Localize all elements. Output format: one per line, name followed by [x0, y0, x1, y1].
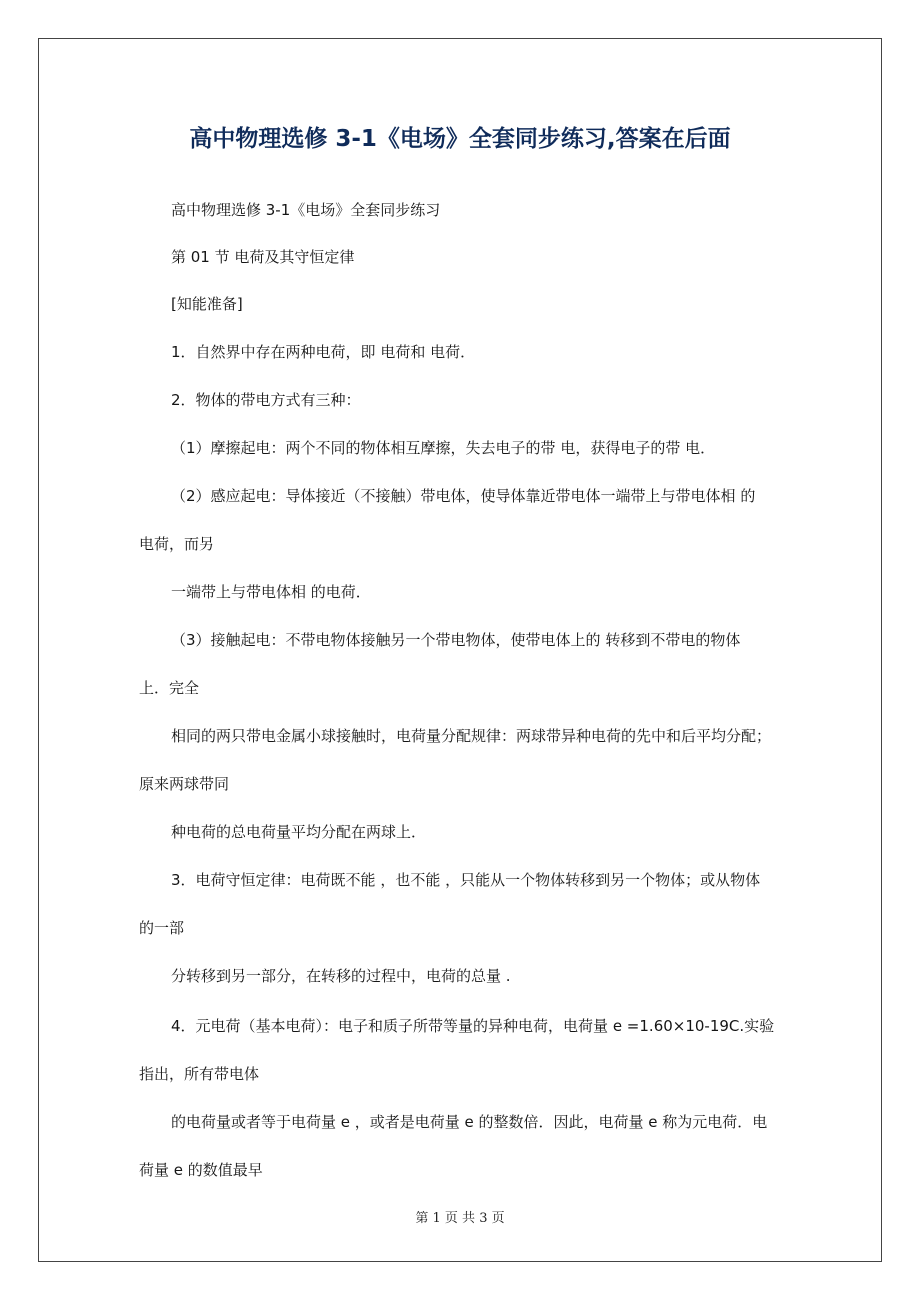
paragraph-line: 指出，所有带电体 [139, 1065, 260, 1083]
subtitle-line: 高中物理选修 3-1《电场》全套同步练习 [171, 201, 441, 219]
paragraph-line: 相同的两只带电金属小球接触时，电荷量分配规律：两球带异种电荷的先中和后平均分配； [171, 727, 772, 745]
paragraph-line: 3．电荷守恒定律：电荷既不能 ，也不能 ，只能从一个物体转移到另一个物体；或从物体 [171, 871, 761, 889]
paragraph-line: 2．物体的带电方式有三种： [171, 391, 361, 409]
paragraph-line: 的一部 [139, 919, 185, 937]
paragraph-line: 种电荷的总电荷量平均分配在两球上． [171, 823, 427, 841]
paragraph-line: 荷量 e 的数值最早 [139, 1161, 263, 1179]
document-title: 高中物理选修 3-1《电场》全套同步练习,答案在后面 [189, 126, 731, 152]
paragraph-line: 分转移到另一部分，在转移的过程中，电荷的总量 . [171, 967, 511, 985]
paragraph-line: （3）接触起电：不带电物体接触另一个带电物体，使带电体上的 转移到不带电的物体 [171, 631, 741, 649]
paragraph-line: 1．自然界中存在两种电荷，即 电荷和 电荷． [171, 343, 476, 361]
paragraph-line: 的电荷量或者等于电荷量 e ，或者是电荷量 e 的整数倍．因此，电荷量 e 称为元电荷．电 [171, 1113, 768, 1131]
paragraph-line: 原来两球带同 [139, 775, 230, 793]
section-heading: 第 01 节 电荷及其守恒定律 [171, 248, 355, 266]
paragraph-line: （2）感应起电：导体接近（不接触）带电体，使导体靠近带电体一端带上与带电体相 的 [171, 487, 756, 505]
paragraph-line: （1）摩擦起电：两个不同的物体相互摩擦，失去电子的带 电，获得电子的带 电． [171, 439, 716, 457]
paragraph-line: 一端带上与带电体相 的电荷． [171, 583, 371, 601]
paragraph-line: 4．元电荷（基本电荷）：电子和质子所带等量的异种电荷，电荷量 e =1.60×10-19C.实验 [171, 1017, 775, 1035]
paragraph-line: 电荷，而另 [139, 535, 215, 553]
page-footer: 第 1 页 共 3 页 [415, 1211, 505, 1226]
knowledge-prep-label: [知能准备] [171, 295, 243, 313]
paragraph-line: 上．完全 [139, 679, 200, 697]
